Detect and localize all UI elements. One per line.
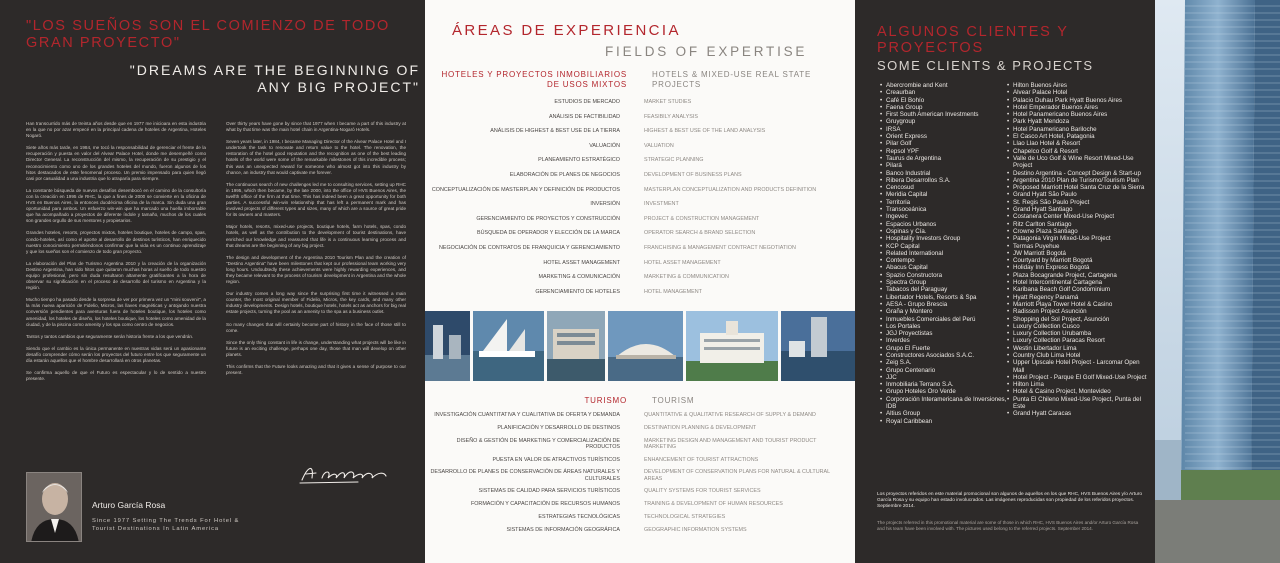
service-english: PROJECT & CONSTRUCTION MANAGEMENT — [644, 215, 760, 222]
hotels-services-list — [425, 99, 855, 303]
service-row — [425, 260, 855, 266]
list-item: • Courtyard by Marriott Bogotá — [1007, 257, 1147, 264]
list-item: • Country Club Lima Hotel — [1007, 352, 1147, 359]
clients-panel — [855, 0, 1155, 563]
project-photo — [547, 311, 605, 381]
list-item: • Repsol YPF — [880, 148, 1012, 155]
list-item: • Luxury Collection Cusco — [1007, 323, 1147, 330]
project-photo — [781, 311, 855, 381]
service-row — [425, 216, 855, 222]
signature-image — [298, 458, 390, 486]
service-english: TRAINING & DEVELOPMENT OF HUMAN RESOURCES — [644, 501, 783, 508]
service-spanish: PLANEAMIENTO ESTRATÉGICO — [538, 157, 620, 164]
list-item: • Hospitality Investors Group — [880, 235, 1012, 242]
author-tagline: Since 1977 Setting The Trends For Hotel & Tourist Destinations In Latin America — [92, 518, 240, 532]
service-row — [425, 157, 855, 163]
list-item: • Costanera Center Mixed-Use Project — [1007, 213, 1147, 220]
list-item: • Ritz Carlton Santiago — [1007, 221, 1147, 228]
author-name: Arturo García Rosa — [92, 500, 166, 510]
list-item: • Hotel Emperador Buenos Aires — [1007, 104, 1147, 111]
list-item: • Grand Hyatt Santiago — [1007, 206, 1147, 213]
expertise-panel — [425, 0, 855, 563]
list-item: • Westin Libertador Lima — [1007, 345, 1147, 352]
list-item: • Pilará — [880, 162, 1012, 169]
list-item: • Royal Caribbean — [880, 418, 1012, 425]
paragraph: Mucho tiempo ha pasado desde la sorpresa de ver por primera vez un "mini souvenir", a la más nueva aparición de Fidelio, Micros, las llaves magnéticas y antojando nuestra conversión pendientes para aventuras fuera de hoteles boutique, los hoteles como amenidad, los hoteles de diseño, los hoteles boutique, los hoteles como amenidad de la ciudad, y de la piscina como amenity y los spa como centro de negocios. — [26, 297, 206, 327]
service-english: MARKETING & COMMUNICATION — [644, 274, 729, 281]
list-item: • Pilar Golf — [880, 140, 1012, 147]
list-item: • Shopping del Sol Project, Asunción — [1007, 316, 1147, 323]
list-item: • IRSA — [880, 126, 1012, 133]
service-spanish: ELABORACIÓN DE PLANES DE NEGOCIOS — [509, 171, 620, 178]
service-spanish: ESTUDIOS DE MERCADO — [554, 99, 620, 105]
expertise-title-english: FIELDS OF EXPERTISE — [605, 44, 808, 59]
list-item: • Hilton Buenos Aires — [1007, 82, 1147, 89]
quote-spanish: "LOS SUEÑOS SON EL COMIENZO DE TODO GRAN PROYECTO" — [26, 18, 390, 51]
service-english: QUANTITATIVE & QUALITATIVE RESEARCH OF SUPPLY & DEMAND — [644, 412, 816, 418]
service-row — [425, 230, 855, 236]
list-item: • Spazio Constructora — [880, 272, 1012, 279]
paragraph: So many changes that will certainly become part of history in the face of those still to come. — [226, 321, 406, 333]
project-photos-strip — [425, 311, 855, 381]
list-item: • Grupo Centenario — [880, 367, 1012, 374]
disclaimer-english: The projects referred in this promotional material are some of those in which RHC, HVS Buenos Aires and/or Arturo García Rosa and his team have been involved with. The pictures used belong to the referred projects. September 2014. — [877, 520, 1139, 531]
list-item: • Inverdes — [880, 337, 1012, 344]
list-item: • Gruygroup — [880, 118, 1012, 125]
service-row — [425, 469, 855, 481]
paragraph: Se confirma aquello de que el Futuro es espectacular y lo de sentido a nuestro presente. — [26, 370, 206, 382]
service-row — [425, 412, 855, 418]
service-spanish: PUESTA EN VALOR DE ATRACTIVOS TURÍSTICOS — [492, 456, 620, 463]
list-item: • Faena Group — [880, 104, 1012, 111]
service-spanish: ANÁLISIS DE HIGHEST & BEST USE DE LA TIERRA — [490, 128, 620, 135]
paragraph: Our industry comes a long way since the surprising first time it witnessed a main counter, the most original member of Fidelio, Micros, the key cards, and many other industry developments. Design hotels, boutique hotels, hotels act as anchors for big real estate projects, turning the pool as an amenity to the spa as a business outlet. — [226, 291, 406, 315]
service-row — [425, 527, 855, 533]
list-item: • Constructores Asociados S.A.C. — [880, 352, 1012, 359]
list-item: • Transoceánica — [880, 206, 1012, 213]
service-english: HIGHEST & BEST USE OF THE LAND ANALYSIS — [644, 128, 766, 135]
clients-title-english: SOME CLIENTS & PROJECTS — [877, 58, 1094, 73]
list-item: • Holiday Inn Express Bogotá — [1007, 264, 1147, 271]
service-spanish: DESARROLLO DE PLANES DE CONSERVACIÓN DE ÁREAS NATURALES Y CULTURALES — [430, 469, 620, 482]
list-item: • Graña y Montero — [880, 308, 1012, 315]
service-spanish: GERENCIAMIENTO DE PROYECTOS Y CONSTRUCCIÓN — [476, 215, 620, 222]
quote-english: "DREAMS ARE THE BEGINNING OF ANY BIG PROJECT" — [129, 62, 420, 95]
tourism-heading-english: TOURISM — [652, 396, 695, 405]
list-item: • Corporación Interamericana de Inversiones, IDB — [880, 396, 1012, 411]
tourism-services-list — [425, 412, 855, 540]
building-photo — [1155, 0, 1280, 563]
list-item: • Palacio Duhau Park Hyatt Buenos Aires — [1007, 97, 1147, 104]
list-item: • Related International — [880, 250, 1012, 257]
list-item: • Grupo El Fuerte — [880, 345, 1012, 352]
paragraph: Since the only thing constant in life is change, understanding what projects will be like in future is an exciting challenge, perhaps one day, those that man will develop on other planets. — [226, 339, 406, 357]
list-item: • First South American Investments — [880, 111, 1012, 118]
service-row — [425, 201, 855, 207]
list-item: • Abercrombie and Kent — [880, 82, 1012, 89]
service-spanish: ESTRATEGIAS TECNOLÓGICAS — [538, 513, 620, 520]
service-row — [425, 289, 855, 295]
list-item: • Park Hyatt Mendoza — [1007, 118, 1147, 125]
list-item: • Contempo — [880, 257, 1012, 264]
list-item: • St. Regis São Paulo Project — [1007, 199, 1147, 206]
list-item: • Marriott Playa Tower Hotel & Casino — [1007, 301, 1147, 308]
service-english: FEASIBILY ANALYSIS — [644, 113, 698, 120]
paragraph: The design and development of the Argentina 2010 Tourism Plan and the creation of "Destino Argentina" have been milestones that kept our professional team working very long hours. Undoubtedly these achievements were highly rewarding experiences, and they became relevant to the process of tourism development in Argentina and the whole region. — [226, 254, 406, 285]
list-item: • JJC — [880, 374, 1012, 381]
service-spanish: INVERSIÓN — [590, 201, 620, 208]
list-item: • Hotel Project - Parque El Golf Mixed-Use Project — [1007, 374, 1147, 381]
list-item: • Ingevec — [880, 213, 1012, 220]
list-item: • Plaza Bocagrande Project, Cartagena — [1007, 272, 1147, 279]
list-item: • Alvear Palace Hotel — [1007, 89, 1147, 96]
project-photo — [425, 311, 470, 381]
list-item: • AESA - Grupo Brescia — [880, 301, 1012, 308]
list-item: • Termas Puyehue — [1007, 243, 1147, 250]
list-item: • Grand Hyatt Caracas — [1007, 410, 1147, 417]
service-row — [425, 457, 855, 463]
list-item: • Taurus de Argentina — [880, 155, 1012, 162]
paragraph: La elaboración del Plan de Turismo Argentina 2010 y la creación de la organización Destino Argentina, han sido hitos que quitaron muchas horas al sueño de todo nuestro equipo profesional, pero sin duda resultaron altamente gratificantes a la hora de observar su significación en el proceso de desarrollo del turismo en Argentina y la región. — [26, 260, 206, 291]
service-row — [425, 425, 855, 431]
list-item: • Meridia Capital — [880, 191, 1012, 198]
list-item: • Karibana Beach Golf Condominium — [1007, 286, 1147, 293]
expertise-title-spanish: ÁREAS DE EXPERIENCIA — [452, 22, 681, 39]
service-spanish: SISTEMAS DE CALIDAD PARA SERVICIOS TURÍSTICOS — [478, 488, 620, 495]
service-spanish: DISEÑO & GESTIÓN DE MARKETING Y COMERCIALIZACIÓN DE PRODUCTOS — [456, 437, 620, 450]
list-item: • Hotel & Casino Project, Montevideo — [1007, 388, 1147, 395]
list-item: • Luxury Collection Urubamba — [1007, 330, 1147, 337]
intro-text-spanish — [26, 121, 206, 388]
paragraph: This confirms that the Future looks amazing and that it gives a sense of purpose to our present. — [226, 364, 406, 376]
service-spanish: INVESTIGACIÓN CUANTITATIVA Y CUALITATIVA DE OFERTA Y DEMANDA — [434, 412, 620, 418]
project-photo — [473, 311, 544, 381]
service-spanish: PLANIFICACIÓN Y DESARROLLO DE DESTINOS — [497, 424, 620, 431]
paragraph: Siete años más tarde, en 1984, me tocó la responsabilidad de gerenciar el frente de la recuperación y puesta en valor del Alvear Palace Hotel, donde me desempeñé como Director General. La reconstrucción del mismo, la recuperación de su prestigio y el reconocimiento como uno de los grandes hoteles del mundo, fueron algunos de los hitos destacados de este fenomenal proceso. Un premio impensado para quien llegó casi por casualidad a una industria que lo atraparía para siempre. — [26, 145, 206, 181]
list-item: • JW Marriott Bogotá — [1007, 250, 1147, 257]
paragraph: Over thirty years have gone by since that 1977 when I became a part of this industry at what by that time was the main hotel chain in Argentina-Nogaró Hotels. — [226, 121, 406, 133]
service-spanish: SISTEMAS DE INFORMACIÓN GEOGRÁFICA — [506, 526, 620, 533]
hotels-heading-spanish: HOTELES Y PROYECTOS INMOBILIARIOS DE USOS MIXTOS — [441, 70, 627, 89]
intro-text-english — [226, 121, 406, 382]
disclaimer-spanish: Los proyectos referidos en este material promocional son algunos de aquellos en los que RHC, HVS Buenos Aires y/o Arturo García Rosa y su equipo han estado involucrados. Las imágenes reproducidas son propiedad de los referidos proyectos. Septiembre 2014. — [877, 492, 1143, 509]
paragraph: Seven years later, in 1984, I became Managing Director of the Alvear Palace Hotel and I undertook the task to renovate and return value to the hotel. The renovation, the restoration of the hotel good reputation and the recognition as one of the best leading hotels of the world were some of the remarkable milestones of this incredible process; this was an unexpected reward for someone who almost got into this industry by chance, an industry that would captivate me forever. — [226, 139, 406, 175]
paragraph: Major hotels, resorts, mixed-use projects, boutique hotels, farm hotels, spas, condo hotels, as well as the contribution to the development of tourist destinations, have enriched our knowledge and reassured that life is a continuous learning process and that dreams are the beginning of any big project. — [226, 224, 406, 248]
service-english: ENHANCEMENT OF TOURIST ATTRACTIONS — [644, 456, 759, 463]
list-item: • Orient Express — [880, 133, 1012, 140]
service-row — [425, 143, 855, 149]
list-item: • Inmobiliaria Terrano S.A. — [880, 381, 1012, 388]
list-item: • Tabacos del Paraguay — [880, 286, 1012, 293]
list-item: • Ospinas y Cía. — [880, 228, 1012, 235]
list-item: • Zeig S.A. — [880, 359, 1012, 366]
list-item: • Hotel Panamericano Bariloche — [1007, 126, 1147, 133]
list-item: • Punta El Chileno Mixed-Use Project, Punta del Este — [1007, 396, 1147, 411]
service-row — [425, 99, 855, 105]
service-spanish: CONCEPTUALIZACIÓN DE MASTERPLAN Y DEFINICIÓN DE PRODUCTOS — [431, 186, 620, 193]
list-item: • Radisson Project Asunción — [1007, 308, 1147, 315]
service-spanish: MARKETING & COMUNICACIÓN — [538, 274, 620, 281]
service-row — [425, 187, 855, 193]
service-english: FRANCHISING & MANAGEMENT CONTRACT NEGOTIATION — [644, 244, 796, 251]
list-item: • Hotel Intercontinental Cartagena — [1007, 279, 1147, 286]
list-item: • Grupo Hoteles Oro Verde — [880, 388, 1012, 395]
list-item: • Hotel Panamericano Buenos Aires — [1007, 111, 1147, 118]
service-spanish: FORMACIÓN Y CAPACITACIÓN DE RECURSOS HUMANOS — [470, 501, 620, 508]
service-spanish: ANÁLISIS DE FACTIBILIDAD — [549, 113, 620, 120]
service-spanish: NEGOCIACIÓN DE CONTRATOS DE FRANQUICIA Y GERENCIAMIENTO — [438, 244, 620, 251]
paragraph: Han transcurrido más de treinta años desde que en 1977 me inicioara en esta industria en la que no por azar empecé en la principal cadena de hoteles de Argentina, Hoteles Nogaró. — [26, 121, 206, 139]
list-item: • Grand Hyatt São Paulo — [1007, 191, 1147, 198]
list-item: • Proposed Marriott Hotel Santa Cruz de la Sierra — [1007, 184, 1147, 191]
paragraph: Siendo que el cambio es la única permanente en nuestras vidas será un apasionante desafío comprender cómo serán los proyectos del futuro entre los que seguramente un día estarán aquellos que el hombre desarrollará en otros planetas. — [26, 345, 206, 363]
service-spanish: HOTEL ASSET MANAGEMENT — [543, 259, 620, 266]
service-english: OPERATOR SEARCH & BRAND SELECTION — [644, 230, 756, 237]
project-photo — [608, 311, 683, 381]
list-item: • Spectra Group — [880, 279, 1012, 286]
paragraph: Grandes hoteles, resorts, proyectos mixtos, hoteles boutique, hoteles de campo, spas, condo-hoteles, así como el aporte al desarrollo de destinos turísticos, han enriquecido nuestro conocimiento permitiéndonos confirmar que la vida es un continuo aprendizaje y que los sueños son el comienzo de todo gran proyecto. — [26, 230, 206, 254]
list-item: • Llao Llao Hotel & Resort — [1007, 140, 1147, 147]
service-row — [425, 514, 855, 520]
service-row — [425, 172, 855, 178]
service-english: TECHNOLOGICAL STRATEGIES — [644, 513, 726, 520]
service-english: HOTEL MANAGEMENT — [644, 288, 702, 295]
list-item: • Ribera Desarrollos S.A. — [880, 177, 1012, 184]
list-item: • Café El Bohío — [880, 97, 1012, 104]
list-item: • KCP Capital — [880, 243, 1012, 250]
service-english: QUALITY SYSTEMS FOR TOURIST SERVICES — [644, 488, 761, 495]
service-english: MARKET STUDIES — [644, 99, 692, 105]
list-item: • Territoria — [880, 199, 1012, 206]
service-english: MASTERPLAN CONCEPTUALIZATION AND PRODUCTS DEFINITION — [644, 186, 817, 193]
clients-list — [880, 82, 1012, 425]
list-item: • Patagonia Virgin Mixed-Use Project — [1007, 235, 1147, 242]
list-item: • Valle de Uco Golf & Wine Resort Mixed-Use Project — [1007, 155, 1147, 170]
service-spanish: BÚSQUEDA DE OPERADOR Y ELECCIÓN DE LA MARCA — [477, 230, 620, 237]
list-item: • Creaurban — [880, 89, 1012, 96]
service-english: GEOGRAPHIC INFORMATION SYSTEMS — [644, 526, 747, 533]
list-item: • Altius Group — [880, 410, 1012, 417]
portrait-photo — [26, 472, 82, 542]
list-item: • Hilton Lima — [1007, 381, 1147, 388]
service-english: MARKETING DESIGN AND MANAGEMENT AND TOURIST PRODUCT MARKETING — [644, 437, 817, 450]
service-spanish: GERENCIAMIENTO DE HOTELES — [535, 288, 620, 295]
list-item: • Abacus Capital — [880, 264, 1012, 271]
service-row — [425, 488, 855, 494]
service-english: INVESTMENT — [644, 201, 679, 208]
service-english: STRATEGIC PLANNING — [644, 157, 704, 164]
list-item: • Libertador Hotels, Resorts & Spa — [880, 294, 1012, 301]
project-photo — [686, 311, 777, 381]
intro-panel — [0, 0, 425, 563]
clients-title-spanish: ALGUNOS CLIENTES Y PROYECTOS — [877, 24, 1069, 56]
service-row — [425, 245, 855, 251]
list-item: • Espacios Urbanos — [880, 221, 1012, 228]
service-row — [425, 128, 855, 134]
paragraph: The continuous search of new challenges led me to consulting services, setting up RHC in 1995, which then became, by the late 2000, into the office of HVS Buenos Aires, the twelfth office of the firm at that time. This has indeed been a great opportunity for both parties. A successful win-win relationship that has left a permanent mark and has involved projects of different types and sizes, many of which are a source of great pride for its owners and masters. — [226, 181, 406, 218]
paragraph: Tantos y tantos cambios que seguramente serán historia frente a los que vendrán. — [26, 333, 194, 339]
list-item: • Upper Upscale Hotel Project - Larcomar Open Mall — [1007, 359, 1147, 374]
service-row — [425, 438, 855, 450]
service-row — [425, 274, 855, 280]
paragraph: La constante búsqueda de nuevos desafíos desembocó en el camino de la consultoría con la creación en 1995 de RHC, la que a fines de 2000 se convierte en la oficina de HVS en Buenos Aires, la entonces duodécima oficina de la marca. Sin duda una gran oportunidad para ambos. Un esfuerzo win-win que ha marcado una huella imborrable que ha acompañado a proyectos de diferente índole y tamaño, muchos de los cuales son grandes orgullo de sus mentores y propietarios. — [26, 187, 206, 224]
list-item: • Chapelco Golf & Resort — [1007, 148, 1147, 155]
service-english: DEVELOPMENT OF CONSERVATION PLANS FOR NATURAL & CULTURAL AREAS — [644, 469, 830, 482]
list-item: • Destino Argentina - Concept Design & Start-up — [1007, 170, 1147, 177]
service-english: HOTEL ASSET MANAGEMENT — [644, 259, 721, 266]
list-item: • El Casco Art Hotel, Patagonia — [1007, 133, 1147, 140]
list-item: • Los Portales — [880, 323, 1012, 330]
list-item: • JGJ Proyectistas — [880, 330, 1012, 337]
service-english: DEVELOPMENT OF BUSINESS PLANS — [644, 171, 742, 178]
list-item: • Argentina 2010 Plan de Turismo/Tourism Plan — [1007, 177, 1147, 184]
list-item: • Luxury Collection Paracas Resort — [1007, 337, 1147, 344]
projects-list — [1007, 82, 1147, 418]
service-row — [425, 501, 855, 507]
service-english: VALUATION — [644, 142, 674, 149]
list-item: • Cencosud — [880, 184, 1012, 191]
tourism-heading-spanish: TURISMO — [584, 396, 627, 405]
hotels-heading-english: HOTELS & MIXED-USE REAL STATE PROJECTS — [652, 70, 812, 89]
service-row — [425, 114, 855, 120]
list-item: • Inmuebles Comerciales del Perú — [880, 316, 1012, 323]
list-item: • Banco Industrial — [880, 170, 1012, 177]
list-item: • Hyatt Regency Panamá — [1007, 294, 1147, 301]
service-spanish: VALUACIÓN — [589, 142, 620, 149]
service-english: DESTINATION PLANNING & DEVELOPMENT — [644, 424, 757, 431]
list-item: • Crowne Plaza Santiago — [1007, 228, 1147, 235]
